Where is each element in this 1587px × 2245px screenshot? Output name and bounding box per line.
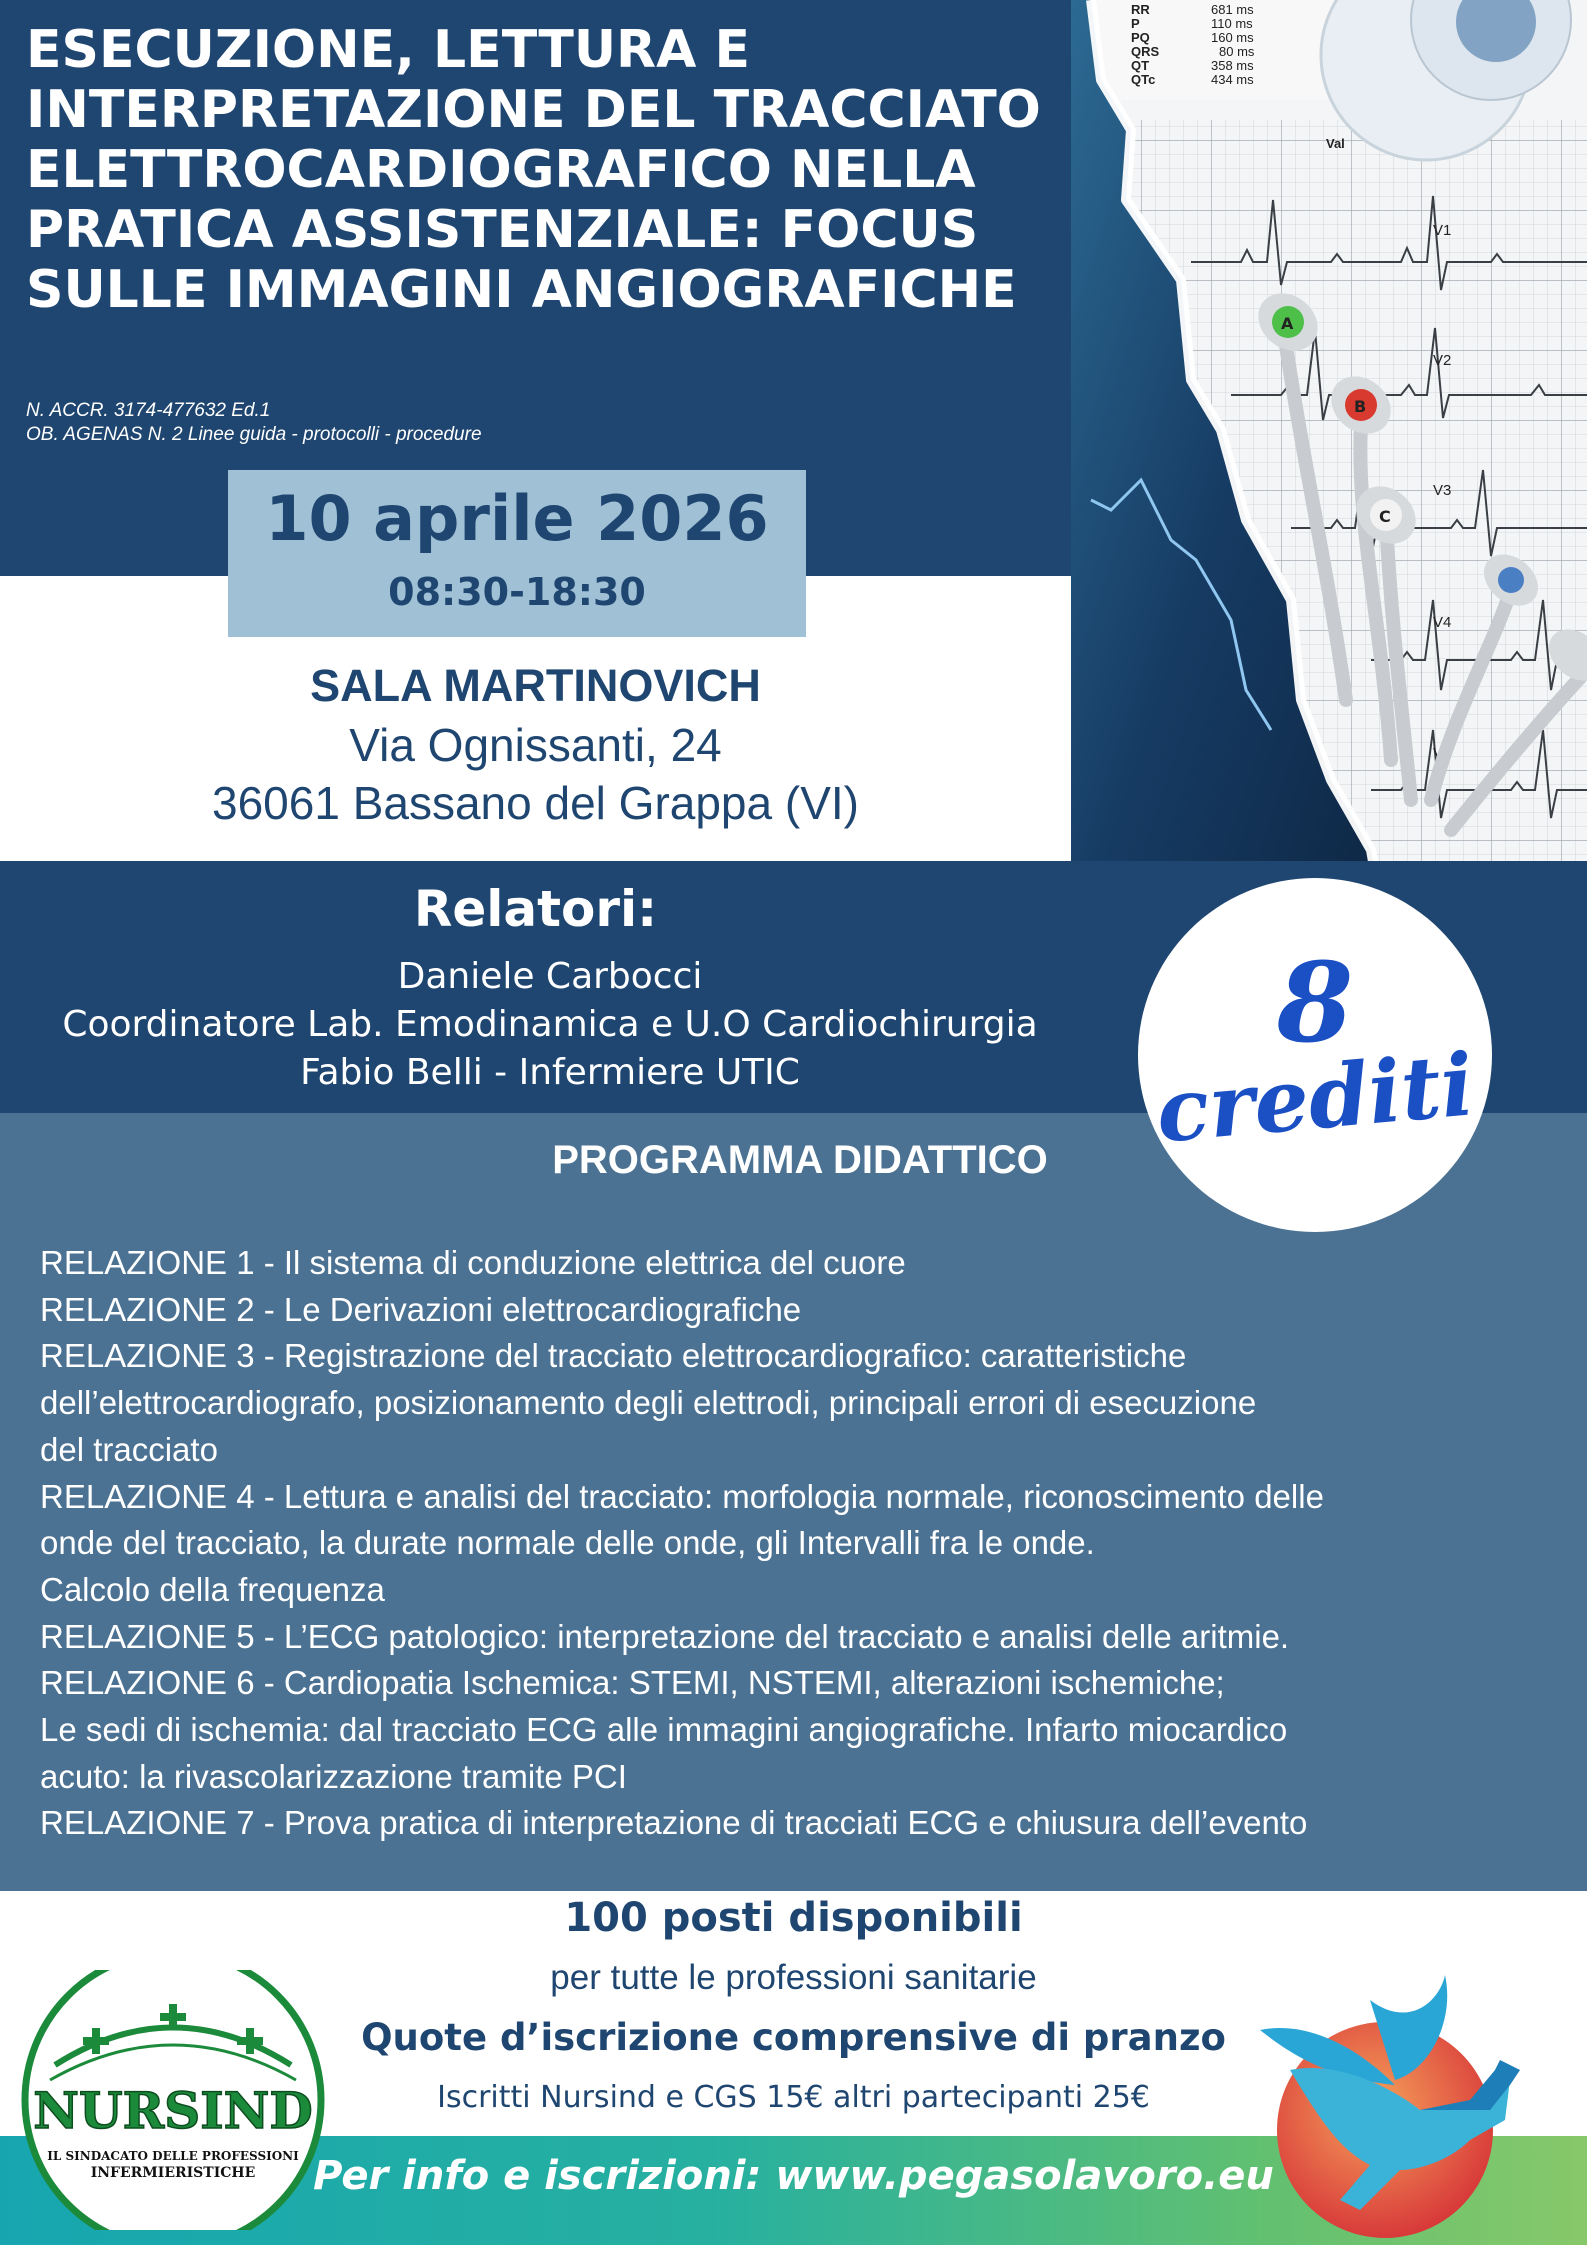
info-link[interactable]: Per info e iscrizioni: www.pegasolavoro.eu: [313, 2153, 1274, 2199]
program-line: onde del tracciato, la durate normale delle onde, gli Intervalli fra le onde.: [40, 1524, 1095, 1562]
program-line: acuto: la rivascolarizzazione tramite PCI: [40, 1757, 627, 1795]
speaker-line: Daniele Carbocci: [397, 956, 703, 997]
program-line: dell’elettrocardiografo, posizionamento degli elettrodi, principali errori di esecuzione: [40, 1384, 1257, 1422]
speaker-line: Fabio Belli - Infermiere UTIC: [300, 1052, 800, 1093]
program-line: RELAZIONE 1 - Il sistema di conduzione elettrica del cuore: [40, 1244, 906, 1281]
lead-label: V1: [1433, 222, 1452, 239]
lead-label: V5: [1433, 745, 1452, 762]
readout-label: QT: [1131, 58, 1150, 73]
svg-text:NURSIND: NURSIND: [33, 2081, 313, 2140]
readout-label: RR: [1131, 2, 1150, 17]
venue-street: Via Ognissanti, 24: [349, 719, 722, 771]
program-list: [40, 1240, 1570, 1847]
readout-label: P: [1131, 16, 1140, 31]
readout-label: QRS: [1131, 44, 1160, 59]
svg-text:IL SINDACATO DELLE PROFESSIONI: IL SINDACATO DELLE PROFESSIONI: [47, 2149, 299, 2163]
svg-text:INFERMIERISTICHE: INFERMIERISTICHE: [90, 2165, 256, 2181]
readout-value: 434 ms: [1211, 72, 1254, 87]
venue-city: 36061 Bassano del Grappa (VI): [212, 777, 859, 829]
program-line: RELAZIONE 2 - Le Derivazioni elettrocardiografiche: [40, 1290, 802, 1328]
readout-label: PQ: [1131, 30, 1150, 45]
fees-detail: Iscritti Nursind e CGS 15€ altri partecipanti 25€: [437, 2080, 1150, 2115]
svg-text:B: B: [1354, 397, 1367, 416]
program-line: Calcolo della frequenza: [40, 1570, 385, 1608]
program-line: RELAZIONE 4 - Lettura e analisi del tracciato: morfologia normale, riconoscimento delle: [40, 1477, 1324, 1515]
readout-partial-label: Val: [1326, 136, 1345, 151]
accreditation-objective: OB. AGENAS N. 2 Linee guida - protocolli - procedure: [26, 424, 482, 445]
accreditation-number: N. ACCR. 3174-477632 Ed.1: [26, 400, 271, 421]
fees-title: Quote d’iscrizione comprensive di pranzo: [361, 2016, 1226, 2059]
event-time: 08:30-18:30: [388, 570, 646, 614]
ecg-photo-illustration: [1071, 0, 1587, 965]
venue-name: SALA MARTINOVICH: [310, 660, 761, 711]
pegaso-logo: [1220, 1960, 1550, 2240]
event-date: 10 aprile 2026: [265, 482, 769, 555]
program-line: Le sedi di ischemia: dal tracciato ECG alle immagini angiografiche. Infarto miocardico: [40, 1711, 1288, 1749]
speaker-line: Coordinatore Lab. Emodinamica e U.O Cardiochirurgia: [62, 1004, 1038, 1045]
readout-value: 110 ms: [1211, 16, 1253, 31]
seats-available: 100 posti disponibili: [564, 1895, 1023, 1941]
program-title: PROGRAMMA DIDATTICO: [552, 1138, 1048, 1182]
ecg-photo: [1071, 0, 1587, 965]
readout-label: QTc: [1131, 72, 1156, 87]
nursind-logo: [20, 1970, 326, 2230]
credits-badge: [1138, 878, 1492, 1232]
program-line: RELAZIONE 5 - L’ECG patologico: interpretazione del tracciato e analisi delle aritmie.: [40, 1617, 1290, 1655]
readout-value: 681 ms: [1211, 2, 1254, 17]
event-title: ESECUZIONE, LETTURA E INTERPRETAZIONE DEL TRACCIATO ELETTROCARDIOGRAFICO NELLA PRATICA ASSISTENZIALE: FOCUS SULLE IMMAGINI ANGIOGRAFICHE: [26, 20, 1041, 320]
audience: per tutte le professioni sanitarie: [550, 1958, 1037, 1997]
program-line: del tracciato: [40, 1430, 218, 1468]
svg-text:C: C: [1379, 507, 1391, 526]
lead-label: V4: [1433, 614, 1452, 631]
date-box: [228, 470, 806, 637]
lead-label: V3: [1433, 482, 1452, 499]
program-line: RELAZIONE 7 - Prova pratica di interpretazione di tracciati ECG e chiusura dell’evento: [40, 1804, 1308, 1842]
credits-number: 8: [1276, 938, 1354, 1067]
program-line: RELAZIONE 3 - Registrazione del tracciato elettrocardiografico: caratteristiche: [40, 1337, 1187, 1375]
program-line: RELAZIONE 6 - Cardiopatia Ischemica: STEMI, NSTEMI, alterazioni ischemiche;: [40, 1664, 1225, 1702]
readout-value: 358 ms: [1211, 58, 1254, 73]
readout-value: 160 ms: [1211, 30, 1254, 45]
readout-value: 80 ms: [1219, 44, 1255, 59]
credits-label: crediti: [1152, 1034, 1478, 1163]
svg-text:A: A: [1281, 314, 1294, 333]
speakers-title: Relatori:: [413, 880, 658, 938]
lead-label: V2: [1433, 352, 1452, 369]
